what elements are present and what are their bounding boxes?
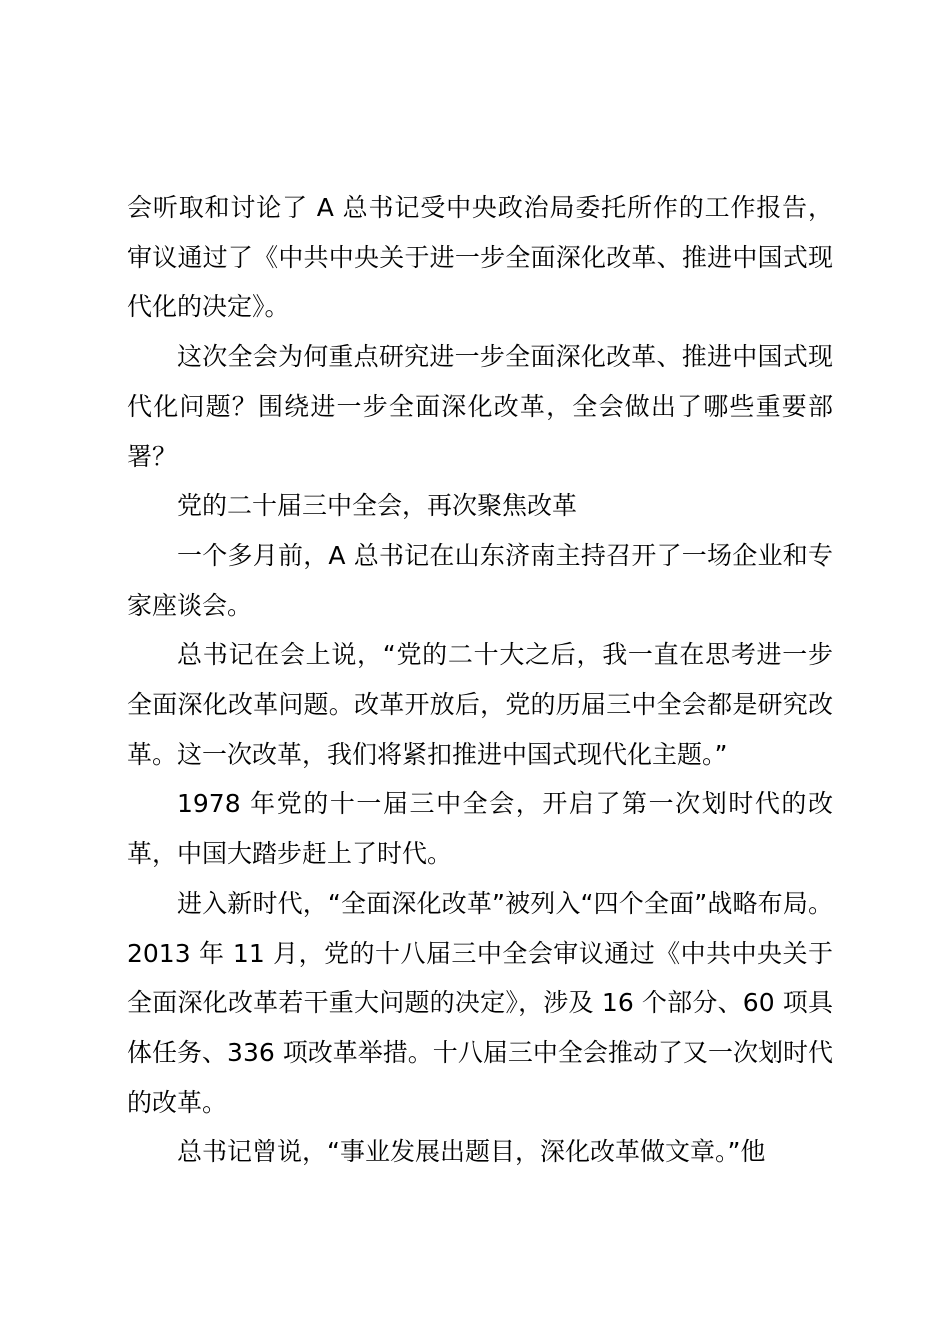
paragraph-continuation: 会听取和讨论了 A 总书记受中央政治局委托所作的工作报告，审议通过了《中共中央关于进一步全面深化改革、推进中国式现代化的决定》。 bbox=[127, 193, 833, 322]
paragraph: 一个多月前，A 总书记在山东济南主持召开了一场企业和专家座谈会。 bbox=[127, 540, 833, 620]
paragraph-question: 这次全会为何重点研究进一步全面深化改革、推进中国式现代化问题？围绕进一步全面深化改革，全会做出了哪些重要部署？ bbox=[127, 342, 833, 471]
section-heading: 党的二十届三中全会，再次聚焦改革 bbox=[177, 491, 578, 521]
paragraph: 进入新时代，“全面深化改革”被列入“四个全面”战略布局。2013 年 11 月，党的十八届三中全会审议通过《中共中央关于全面深化改革若干重大问题的决定》，涉及 16 个部分、60 项具体任务、336 项改革举措。十八届三中全会推动了又一次划时代的改革。 bbox=[127, 888, 833, 1117]
paragraph: 1978 年党的十一届三中全会，开启了第一次划时代的改革，中国大踏步赶上了时代。 bbox=[127, 789, 833, 869]
document-body bbox=[127, 183, 833, 1177]
paragraph-quote: 总书记在会上说，“党的二十大之后，我一直在思考进一步全面深化改革问题。改革开放后，党的历届三中全会都是研究改革。这一次改革，我们将紧扣推进中国式现代化主题。” bbox=[127, 640, 833, 769]
paragraph: 总书记曾说，“事业发展出题目，深化改革做文章。”他 bbox=[177, 1137, 766, 1167]
